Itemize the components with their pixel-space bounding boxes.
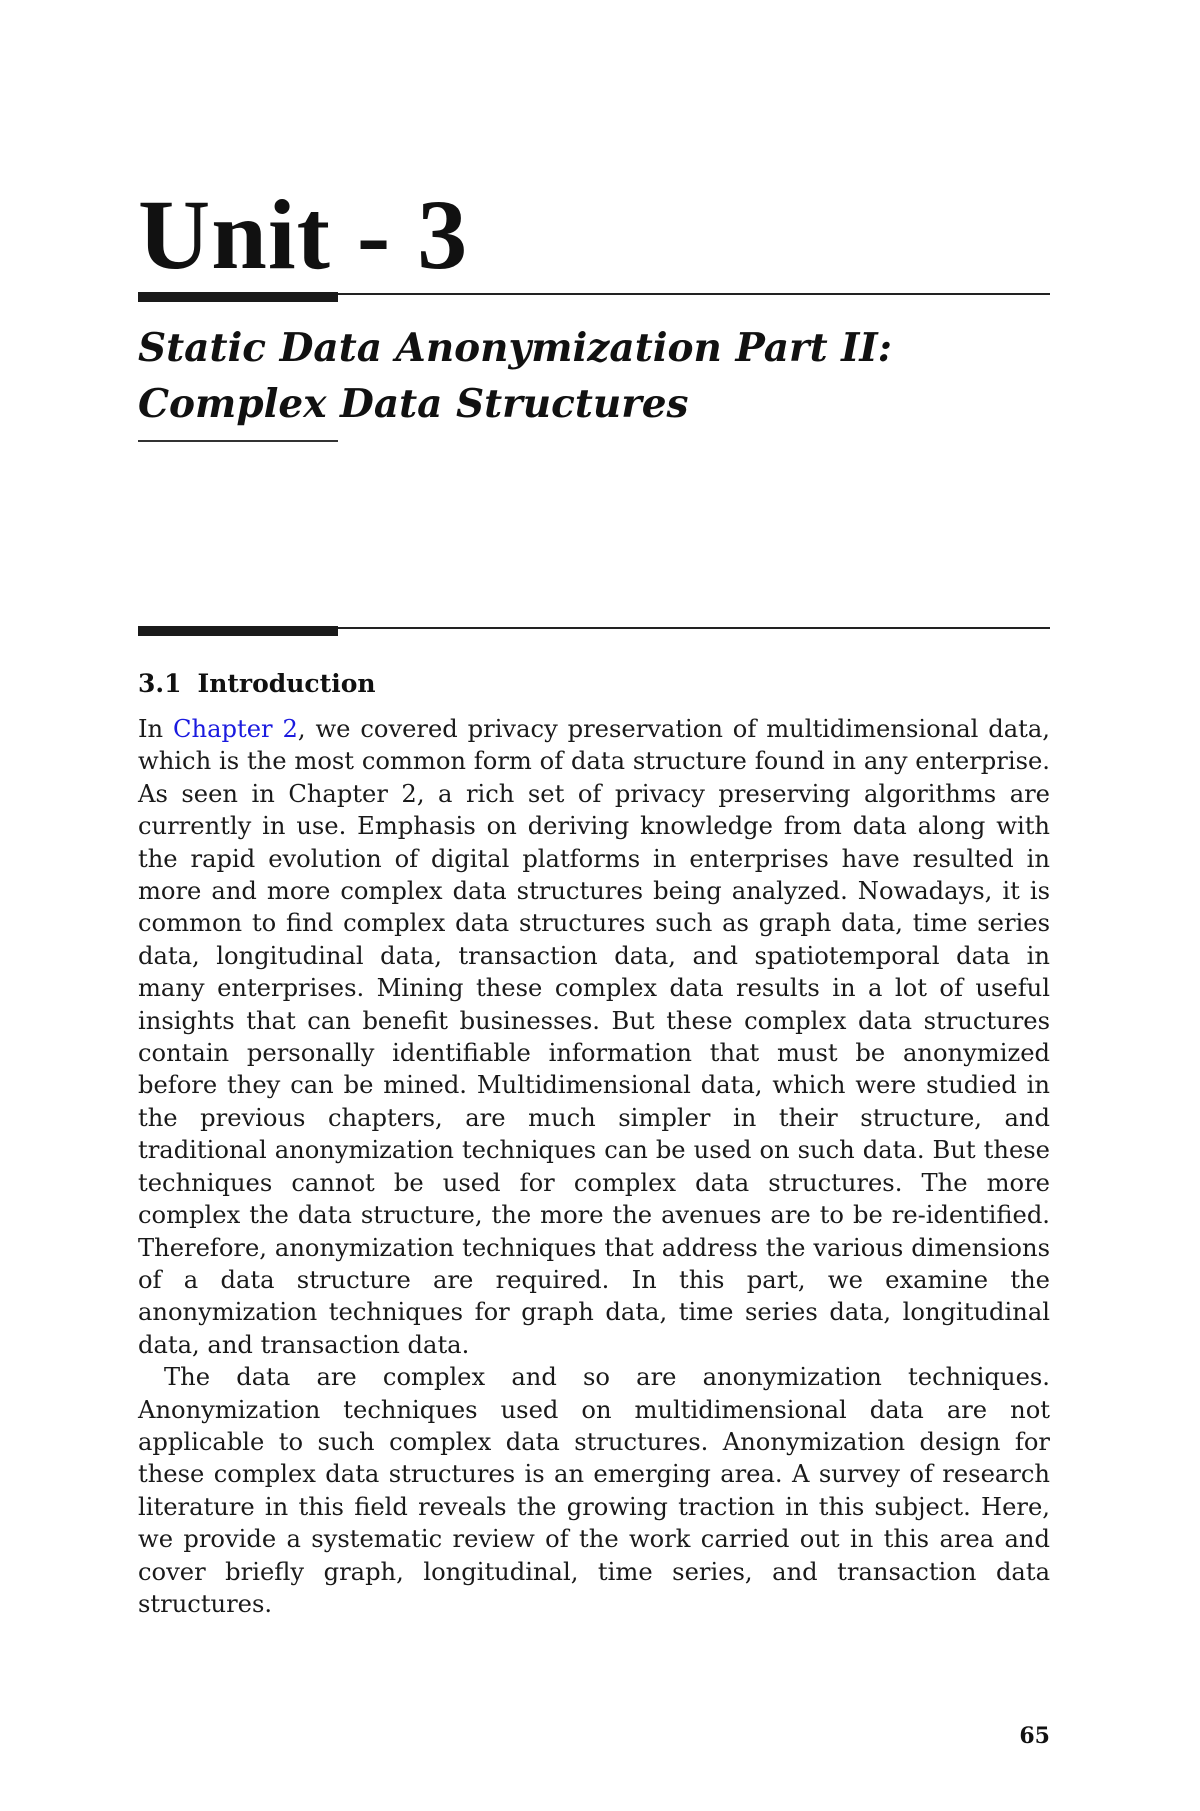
- chapter-subtitle-line-1: Static Data Anonymization Part II:: [138, 325, 893, 371]
- body-text: [138, 713, 1050, 1620]
- unit-title: Unit - 3: [138, 179, 469, 290]
- chapter-2-link[interactable]: Chapter 2: [173, 715, 298, 743]
- title-rule-thick-bar: [138, 292, 338, 302]
- section-number: 3.1: [138, 669, 182, 698]
- section-title: Introduction: [197, 669, 376, 698]
- chapter-subtitle: [138, 320, 1050, 432]
- section-rule: [138, 622, 1050, 636]
- chapter-subtitle-line-2: Complex Data Structures: [138, 381, 689, 427]
- title-rule: [138, 288, 1050, 302]
- paragraph-1-text: , we covered privacy preservation of multidimensional data, which is the most common form of data structure found in any enterprise. As seen in Chapter 2, a rich set of privacy preserving algorithms are currently in use. Emphasis on deriving knowledge from data along with the rapid evolution of digital platforms in enterprises have resulted in more and more complex data structures being analyzed. Nowadays, it is common to find complex data structures such as graph data, time series data, longitudinal data, transaction data, and spatiotemporal data in many enterprises. Mining these complex data results in a lot of useful insights that can benefit businesses. But these complex data structures contain personally identifiable information that must be anonymized before they can be mined. Multidimensional data, which were studied in the previous chapters, are much simpler in their structure, and traditional anonymization techniques can be used on such data. But these techniques cannot be used for complex data structures. The more complex the data structure, the more the avenues are to be re-identified. Therefore, anonymization techniques that address the various dimensions of a data structure are required. In this part, we examine the anonymization techniques for graph data, time series data, longitudinal data, and transaction data.: [138, 715, 1050, 1359]
- page-number: 65: [1019, 1723, 1050, 1749]
- paragraph-1-lead: In: [138, 715, 174, 743]
- subtitle-underline: [138, 440, 338, 442]
- section-heading: [138, 668, 376, 700]
- paragraph-2: The data are complex and so are anonymization techniques. Anonymization techniques used on multidimensional data are not applicable to such complex data structures. Anonymization design for these complex data structures is an emerging area. A survey of research literature in this field reveals the growing traction in this subject. Here, we provide a systematic review of the work carried out in this area and cover briefly graph, longitudinal, time series, and transaction data structures.: [138, 1363, 1050, 1618]
- section-rule-thick-bar: [138, 626, 338, 636]
- paragraph-1: [138, 713, 1050, 1361]
